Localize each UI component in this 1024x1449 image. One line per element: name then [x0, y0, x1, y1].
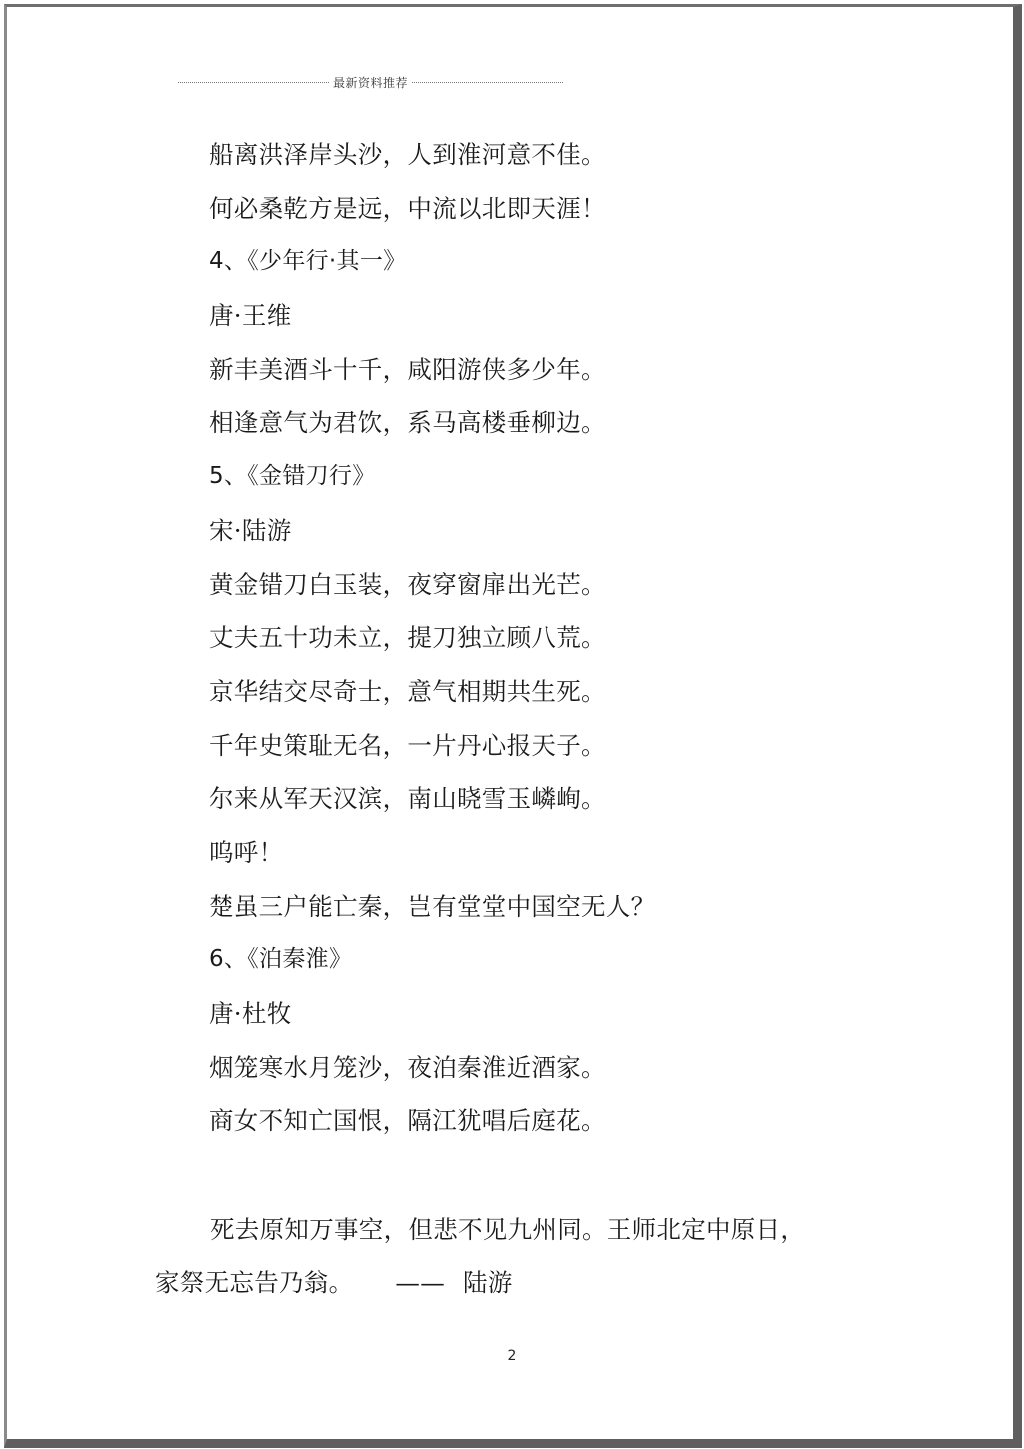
poem-line: 商女不知亡国恨，隔江犹唱后庭花。 — [209, 1106, 606, 1136]
quote-author: 陆游 — [463, 1268, 513, 1297]
poem-line: 尔来从军天汉滨，南山晓雪玉嶙峋。 — [209, 784, 606, 814]
poem-title: 5、《金错刀行》 — [209, 463, 376, 490]
poem-author: 唐·杜牧 — [209, 999, 292, 1028]
poem-line: 烟笼寒水月笼沙，夜泊秦淮近酒家。 — [209, 1052, 606, 1082]
quote-line-1: 死去原知万事空，但悲不见九州同。王师北定中原日， — [210, 1215, 806, 1244]
poem-title: 6、《泊秦淮》 — [209, 946, 353, 973]
poem-line: 楚虽三户能亡秦，岂有堂堂中国空无人？ — [209, 891, 656, 921]
poem-body — [209, 128, 909, 1148]
poem-author: 宋·陆游 — [209, 515, 292, 545]
poem-line: 丈夫五十功未立，提刀独立顾八荒。 — [209, 623, 606, 653]
poem-author: 唐·王维 — [209, 301, 292, 331]
header-rule-left — [178, 82, 329, 83]
poem-line: 相逢意气为君饮，系马高楼垂柳边。 — [209, 408, 606, 438]
page-number: 2 — [507, 1348, 517, 1364]
poem-line: 千年史策耻无名，一片丹心报天子。 — [209, 730, 606, 760]
page-header — [178, 72, 563, 92]
poem-line: 呜呼！ — [209, 837, 284, 867]
poem-line: 船离洪泽岸头沙，人到淮河意不佳。 — [209, 140, 606, 169]
closing-quote — [155, 1203, 855, 1309]
poem-line: 何必桑乾方是远，中流以北即天涯！ — [209, 193, 606, 223]
poem-line: 黄金错刀白玉装，夜穿窗扉出光芒。 — [209, 569, 606, 599]
header-rule-right — [412, 82, 563, 83]
header-text: 最新资料推荐 — [333, 75, 409, 90]
poem-line: 京华结交尽奇士，意气相期共生死。 — [209, 676, 606, 706]
poem-line: 新丰美酒斗十千，咸阳游侠多少年。 — [209, 354, 606, 384]
quote-line-2 — [155, 1256, 855, 1309]
quote-line-2-text: 家祭无忘告乃翁。 — [155, 1268, 354, 1297]
poem-title: 4、《少年行·其一》 — [209, 248, 407, 275]
quote-dash: —— — [395, 1268, 446, 1297]
